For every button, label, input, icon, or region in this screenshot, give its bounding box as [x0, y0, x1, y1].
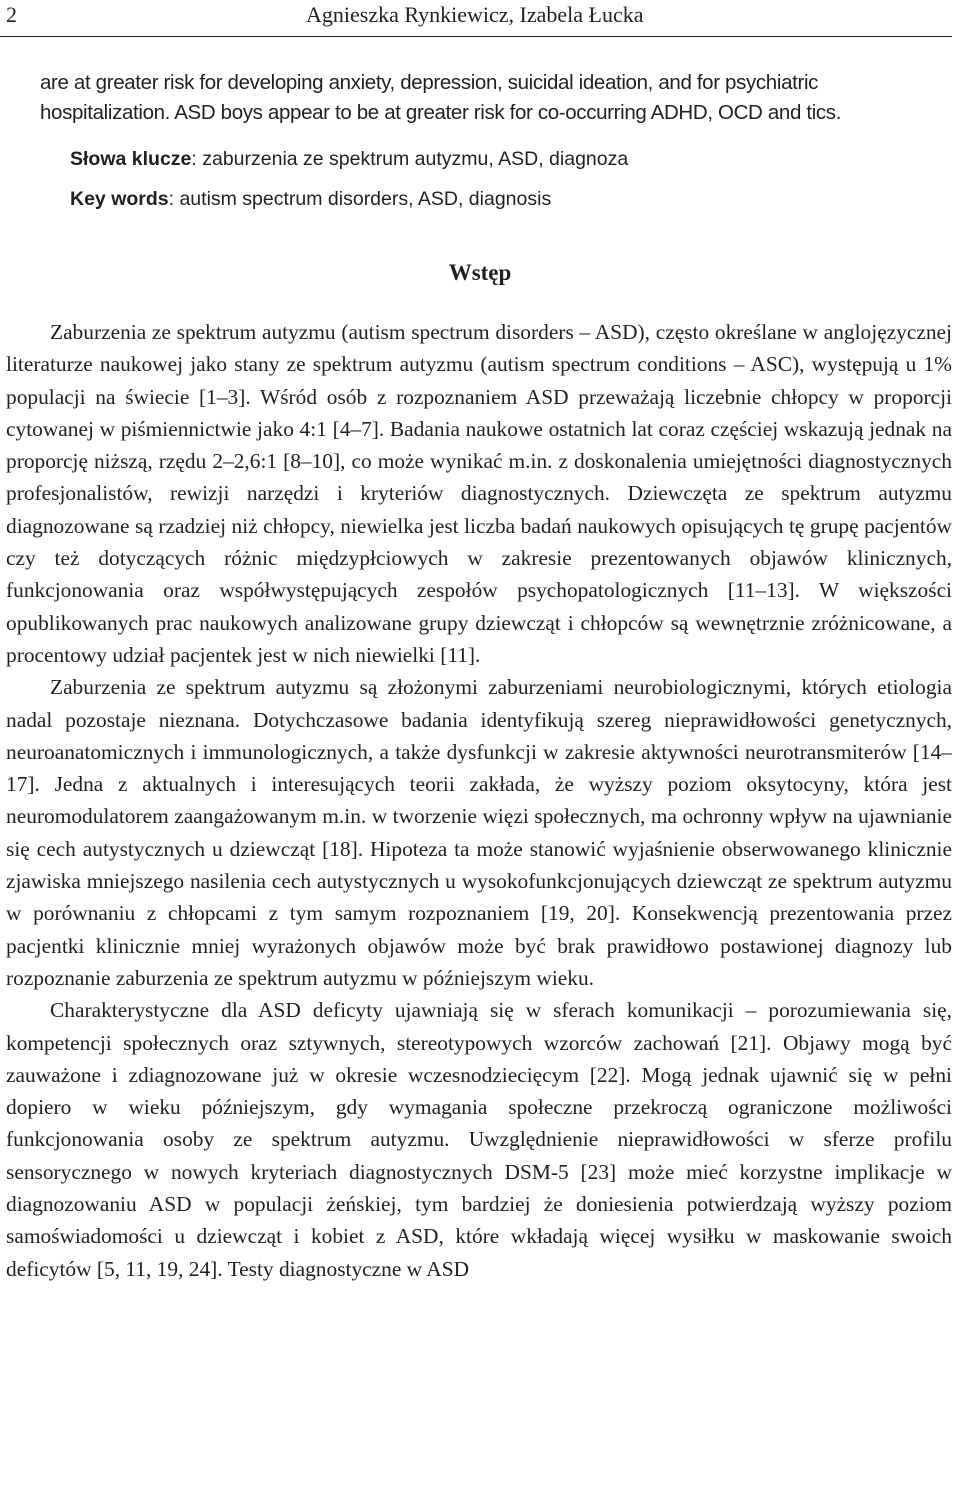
page-number: 2: [6, 2, 17, 27]
running-head-authors: Agnieszka Rynkiewicz, Izabela Łucka: [306, 2, 644, 27]
keywords-english-text: : autism spectrum disorders, ASD, diagnosis: [168, 188, 552, 210]
body-text: [6, 316, 952, 1285]
page-header: [0, 0, 952, 37]
paragraph-3: Charakterystyczne dla ASD deficyty ujawniają się w sferach komunikacji – porozumiewania się, kompetencji społecznych oraz sztywnych, stereotypowych wzorców zachowań [21]. Objawy mogą być zauważone i zdiagnozowane już w okresie wczesnodziecięcym [22]. Mogą jednak ujawnić się w pełni dopiero w wieku późniejszym, gdy wymagania społeczne przekroczą ograniczone możliwości funkcjonowania osoby ze spektrum autyzmu. Uwzględnienie nieprawidłowości w sferze profilu sensorycznego w nowych kryteriach diagnostycznych DSM-5 [23] może mieć korzystne implikacje w diagnozowaniu ASD w populacji żeńskiej, tym bardziej że doniesienia potwierdzają wyższy poziom samoświadomości u dziewcząt i kobiet z ASD, które wkładają więcej wysiłku w maskowanie swoich deficytów [5, 11, 19, 24]. Testy diagnostyczne w ASD: [6, 998, 952, 1281]
keywords-english-label: Key words: [70, 188, 169, 210]
keywords-english: [70, 186, 551, 212]
paragraph-2: Zaburzenia ze spektrum autyzmu są złożonymi zaburzeniami neurobiologicznymi, których etiologia nadal pozostaje nieznana. Dotychczasowe badania identyfikują szereg nieprawidłowości genetycznych, neuroanatomicznych i immunologicznych, a także dysfunkcji w zakresie aktywności neurotransmiterów [14–17]. Jedna z aktualnych i interesujących teorii zakłada, że wyższy poziom oksytocyny, która jest neuromodulatorem zaangażowanym m.in. w tworzenie więzi społecznych, ma ochronny wpływ na ujawnianie się cech autystycznych u dziewcząt [18]. Hipoteza ta może stanowić wyjaśnienie obserwowanego klinicznie zjawiska mniejszego nasilenia cech autystycznych u wysokofunkcjonujących dziewcząt ze spektrum autyzmu w porównaniu z chłopcami z tym samym rozpoznaniem [19, 20]. Konsekwencją prezentowania przez pacjentki klinicznie mniej wyrażonych objawów może być brak prawidłowo postawionej diagnozy lub rozpoznanie zaburzenia ze spektrum autyzmu w późniejszym wieku.: [6, 675, 952, 990]
keywords-polish: [70, 146, 628, 172]
paragraph-1: Zaburzenia ze spektrum autyzmu (autism spectrum disorders – ASD), często określane w anglojęzycznej literaturze naukowej jako stany ze spektrum autyzmu (autism spectrum conditions – ASC), występują u 1% populacji na świecie [1–3]. Wśród osób z rozpoznaniem ASD przeważają liczebnie chłopcy w proporcji cytowanej w piśmiennictwie jako 4:1 [4–7]. Badania naukowe ostatnich lat coraz częściej wskazują jednak na proporcję niższą, rzędu 2–2,6:1 [8–10], co może wynikać m.in. z doskonalenia umiejętności diagnostycznych profesjonalistów, rewizji narzędzi i kryteriów diagnostycznych. Dziewczęta ze spektrum autyzmu diagnozowane są rzadziej niż chłopcy, niewielka jest liczba badań naukowych opisujących tę grupę pacjentów czy też dotyczących różnic międzypłciowych w zakresie prezentowanych objawów klinicznych, funkcjonowania oraz współwystępujących zespołów psychopatologicznych [11–13]. W większości opublikowanych prac naukowych analizowane grupy dziewcząt i chłopców są wewnętrznie zróżnicowane, a procentowy udział pacjentek jest w nich niewielki [11].: [6, 320, 952, 667]
section-title: Wstęp: [448, 260, 512, 285]
abstract-ending: are at greater risk for developing anxiety, depression, suicidal ideation, and for psychiatric hospitalization. ASD boys appear to be at greater risk for co-occurring ADHD, OCD and tics.: [40, 71, 842, 124]
keywords-polish-label: Słowa klucze: [70, 148, 192, 170]
keywords-polish-text: : zaburzenia ze spektrum autyzmu, ASD, diagnoza: [191, 148, 629, 170]
